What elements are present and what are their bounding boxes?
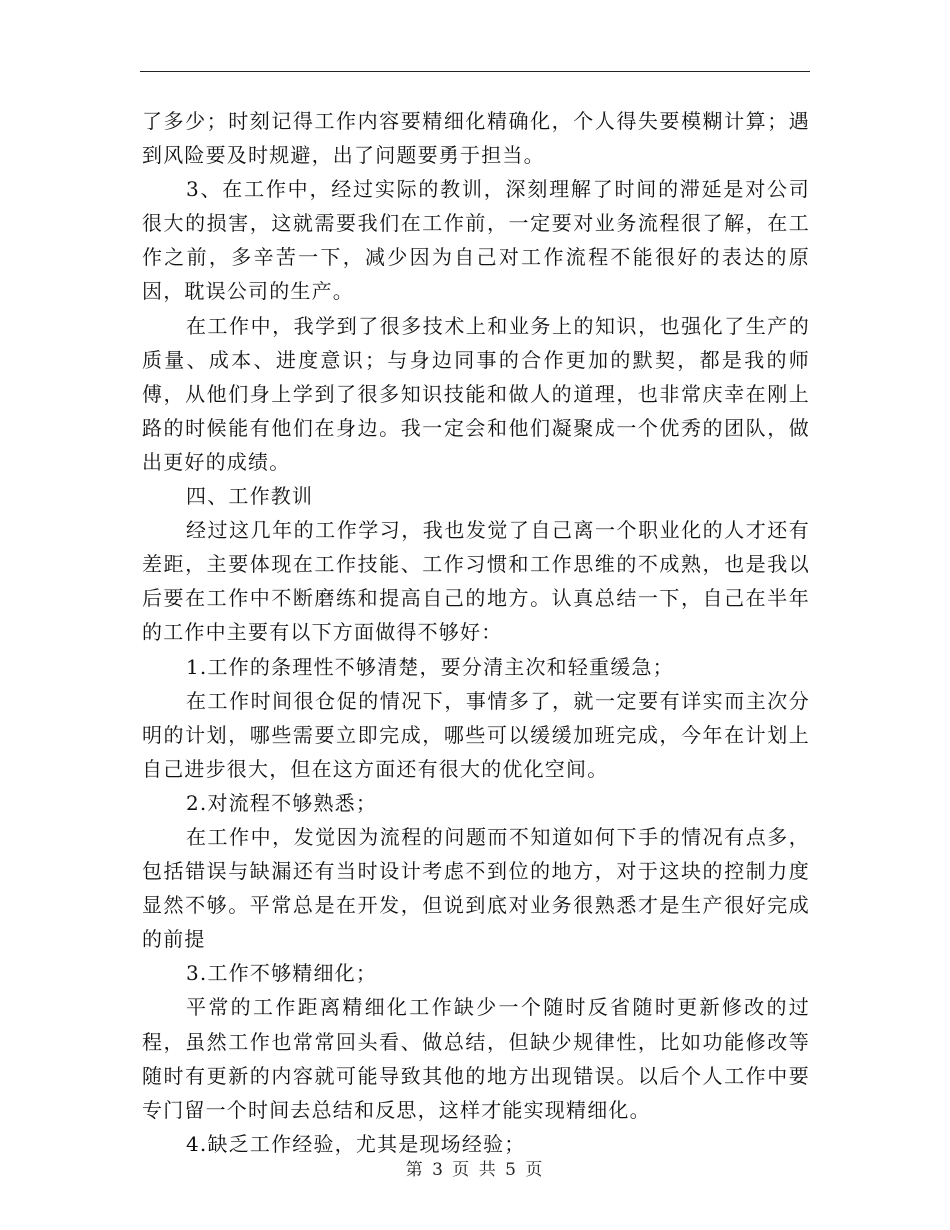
section-heading: 四、工作教训 (186, 484, 314, 509)
paragraph: 在工作中，发觉因为流程的问题而不知道如何下手的情况有点多，包括错误与缺漏还有当时设计考虑不到位的地方，对于这块的控制力度显然不够。平常总是在开发，但说到底对业务很熟悉才是生产很好完成的前提 (142, 824, 810, 952)
list-item-heading: 4.缺乏工作经验，尤其是现场经验； (186, 1131, 526, 1156)
paragraph: 在工作中，我学到了很多技术上和业务上的知识，也强化了生产的质量、成本、进度意识；与身边同事的合作更加的默契，都是我的师傅，从他们身上学到了很多知识技能和做人的道理，也非常庆幸在刚上路的时候能有他们在身边。我一定会和他们凝聚成一个优秀的团队，做出更好的成绩。 (142, 313, 810, 474)
paragraph: 经过这几年的工作学习，我也发觉了自己离一个职业化的人才还有差距，主要体现在工作技能、工作习惯和工作思维的不成熟，也是我以后要在工作中不断磨练和提高自己的地方。认真总结一下，自己在半年的工作中主要有以下方面做得不够好： (142, 518, 810, 645)
list-item-heading: 2.对流程不够熟悉； (186, 790, 378, 815)
list-item-heading: 3.工作不够精细化； (186, 961, 378, 986)
list-item-heading: 1.工作的条理性不够清楚，要分清主次和轻重缓急； (186, 654, 674, 679)
paragraph: 在工作时间很仓促的情况下，事情多了，就一定要有详实而主次分明的计划，哪些需要立即完成，哪些可以缓缓加班完成，今年在计划上自己进步很大，但在这方面还有很大的优化空间。 (142, 688, 810, 781)
paragraph: 3、在工作中，经过实际的教训，深刻理解了时间的滞延是对公司很大的损害，这就需要我们在工作前，一定要对业务流程很了解，在工作之前，多辛苦一下，减少因为自己对工作流程不能很好的表达的原因，耽误公司的生产。 (142, 177, 810, 304)
paragraph: 平常的工作距离精细化工作缺少一个随时反省随时更新修改的过程，虽然工作也常常回头看、做总结，但缺少规律性，比如功能修改等随时有更新的内容就可能导致其他的地方出现错误。以后个人工作中要专门留一个时间去总结和反思，这样才能实现精细化。 (142, 995, 810, 1122)
header-rule (140, 71, 810, 72)
document-body (142, 104, 810, 1161)
paragraph: 了多少；时刻记得工作内容要精细化精确化，个人得失要模糊计算；遇到风险要及时规避，出了问题要勇于担当。 (142, 109, 810, 168)
page-footer: 第 3 页 共 5 页 (405, 1160, 545, 1180)
